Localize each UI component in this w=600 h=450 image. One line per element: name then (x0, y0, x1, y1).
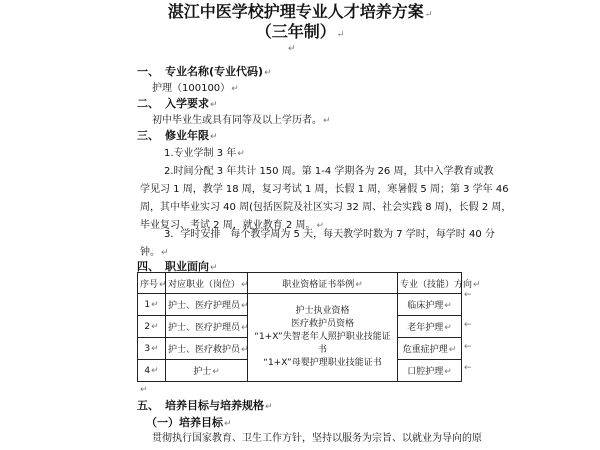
header-direction: 专业（技能）方向↵ (398, 273, 462, 294)
row-no: 3↵ (138, 338, 166, 360)
certificate-item: 医疗救护员资格 (290, 319, 354, 329)
row-end-mark: ← (464, 290, 472, 300)
section-3-item-2-line-4: 毕业复习、考试 2 周，就业教育 2 周。↵ (140, 220, 324, 231)
row-job: 护士、医疗护理员↵ (166, 316, 248, 338)
header-job: 对应职业（岗位）↵ (166, 273, 248, 294)
row-direction: 危重症护理↵ (398, 338, 462, 360)
section-4-heading: 四、 职业面向↵ (137, 260, 218, 273)
subsection-body: 贯彻执行国家教育、卫生工作方针，坚持以服务为宗旨、以就业为导向的原 (152, 433, 482, 444)
header-no: 序号↵ (138, 273, 166, 294)
row-end-mark: ← (464, 320, 472, 330)
row-direction: 口腔护理↵ (398, 360, 462, 382)
row-job: 护士、医疗护理员↵ (166, 294, 248, 316)
table-row (138, 294, 462, 316)
document-subtitle: （三年制）↵ (255, 22, 345, 41)
row-end-mark: ← (464, 363, 472, 373)
row-direction: 老年护理↵ (398, 316, 462, 338)
blank-paragraph-mark: ↵ (288, 44, 296, 54)
certificate-item: “1+X”失智老年人照护职业技能证书 (254, 332, 391, 355)
section-3-item-3-line-1: 3．学时安排 每个教学周为 5 天，每天教学时数为 7 学时，每学时 40 分 (164, 229, 495, 240)
certificate-list-cell (248, 294, 398, 382)
row-job: 护士↵ (166, 360, 248, 382)
blank-paragraph-mark: ↵ (140, 385, 148, 395)
row-no: 4↵ (138, 360, 166, 382)
row-job: 护士、医疗救护员↵ (166, 338, 248, 360)
section-3-item-3-line-2: 钟。↵ (140, 247, 169, 258)
document-title: 湛江中医学校护理专业人才培养方案↵ (167, 2, 433, 21)
certificate-item: “1+X”母婴护理职业技能证书 (263, 358, 382, 368)
header-cert: 职业资格证书举例↵ (248, 273, 398, 294)
occupation-table (137, 272, 481, 382)
section-3-item-2-line-3: 周，其中毕业实习 40 周(包括医院及社区实习 32 周、社会实践 8 周)，长假 2 周， (140, 202, 512, 213)
section-1-body: 护理（100100）↵ (152, 83, 239, 94)
row-no: 2↵ (138, 316, 166, 338)
section-1-heading: 一、 专业名称(专业代码)↵ (137, 65, 272, 78)
section-2-heading: 二、 入学要求↵ (137, 97, 218, 110)
subsection-heading: （一）培养目标↵ (146, 416, 232, 429)
section-5-heading: 五、 培养目标与培养规格↵ (137, 399, 273, 412)
row-direction: 临床护理↵ (398, 294, 462, 316)
section-3-item-2-line-1: 2.时间分配 3 年共计 150 周。第 1-4 学期各为 26 周，其中入学教育或教 (164, 166, 494, 177)
certificate-item: 护士执业资格 (295, 306, 350, 316)
section-3-item-1: 1.专业学制 3 年↵ (164, 148, 245, 159)
section-3-heading: 三、 修业年限↵ (137, 129, 218, 142)
table-header-row (138, 273, 462, 294)
section-2-body: 初中毕业生或具有同等及以上学历者。↵ (152, 115, 331, 126)
row-no: 1↵ (138, 294, 166, 316)
section-3-item-2-line-2: 学见习 1 周，教学 18 周，复习考试 1 周，长假 1 周，寒暑假 5 周；第 3 学年 46 (140, 184, 509, 195)
row-end-mark: ← (464, 342, 472, 352)
